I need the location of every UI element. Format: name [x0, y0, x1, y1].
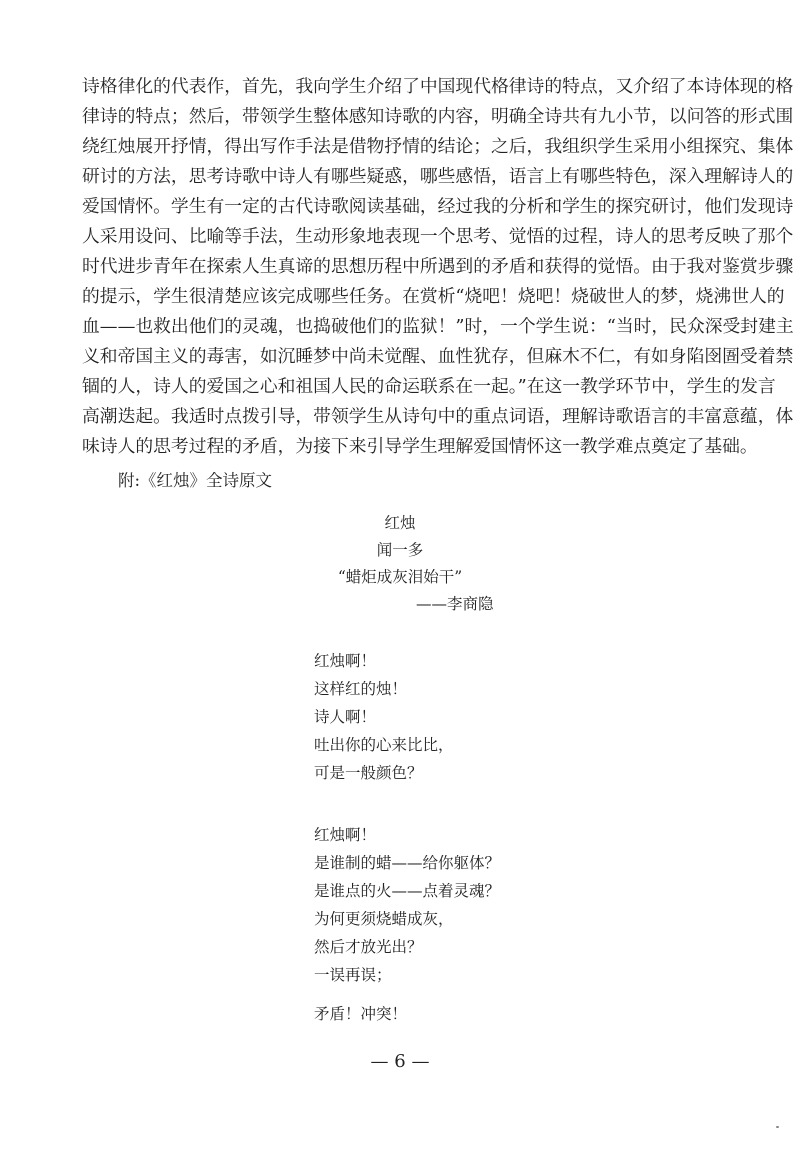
paragraph-line: 爱国情怀。学生有一定的古代诗歌阅读基础，经过我的分析和学生的探究研讨，他们发现诗: [82, 196, 794, 217]
paragraph-line: 诗格律化的代表作，首先，我向学生介绍了中国现代格律诗的特点，又介绍了本诗体现的格: [82, 76, 794, 97]
paragraph-line: 绕红烛展开抒情，得出写作手法是借物抒情的结论；之后，我组织学生采用小组探究、集体: [82, 136, 794, 157]
poem-title: 红烛: [384, 514, 416, 532]
poem-line: 矛盾！冲突！: [314, 1005, 408, 1023]
appendix-label: 附:《红烛》全诗原文: [118, 471, 273, 490]
paragraph-line: 血——也救出他们的灵魂，也捣破他们的监狱！”时，一个学生说：“当时，民众深受封建主: [82, 316, 794, 337]
paragraph-line: 的提示，学生很清楚应该完成哪些任务。在赏析“烧吧！烧吧！烧破世人的梦，烧沸世人的: [82, 286, 785, 307]
page-number: — 6 —: [370, 1051, 430, 1072]
paragraph-line: 人采用设问、比喻等手法，生动形象地表现一个思考、觉悟的过程，诗人的思考反映了那个: [82, 226, 794, 247]
paragraph-line: 味诗人的思考过程的矛盾，为接下来引导学生理解爱国情怀这一教学难点奠定了基础。: [82, 436, 758, 457]
paragraph-line: 时代进步青年在探索人生真谛的思想历程中所遇到的矛盾和获得的觉悟。由于我对鉴赏步骤: [82, 256, 794, 277]
paragraph-line: 高潮迭起。我适时点拨引导，带领学生从诗句中的重点词语，理解诗歌语言的丰富意蕴，体: [82, 406, 794, 427]
paragraph-line: 研讨的方法，思考诗歌中诗人有哪些疑惑，哪些感悟，语言上有哪些特色，深入理解诗人的: [82, 166, 794, 187]
poem-line: 然后才放光出？: [314, 938, 423, 956]
poem-line: 为何更须烧蜡成灰，: [314, 910, 454, 928]
poem-line: 红烛啊！: [314, 826, 377, 844]
paragraph-line: 锢的人，诗人的爱国之心和祖国人民的命运联系在一起。”在这一教学环节中，学生的发言: [82, 376, 776, 397]
poem-line: 是谁制的蜡——给你躯体？: [314, 854, 501, 872]
poem-epigraph: “蜡炬成灰泪始干”: [337, 568, 463, 586]
scan-speck: [776, 1126, 779, 1128]
poem-line: 吐出你的心来比比，: [314, 736, 454, 754]
paragraph-line: 律诗的特点；然后，带领学生整体感知诗歌的内容，明确全诗共有九小节，以问答的形式围: [82, 106, 794, 127]
paragraph-line: 义和帝国主义的毒害，如沉睡梦中尚未觉醒、血性犹存，但麻木不仁，有如身陷囹圄受着禁: [82, 346, 794, 367]
poem-author: 闻一多: [376, 541, 424, 559]
poem-line: 红烛啊！: [314, 652, 377, 670]
poem-line: 诗人啊！: [314, 708, 377, 726]
poem-line: 一误再误；: [314, 966, 392, 984]
poem-line: 这样红的烛！: [314, 680, 408, 698]
poem-line: 是谁点的火——点着灵魂？: [314, 882, 501, 900]
epigraph-author: ——李商隐: [416, 595, 494, 613]
poem-line: 可是一般颜色？: [314, 764, 423, 782]
